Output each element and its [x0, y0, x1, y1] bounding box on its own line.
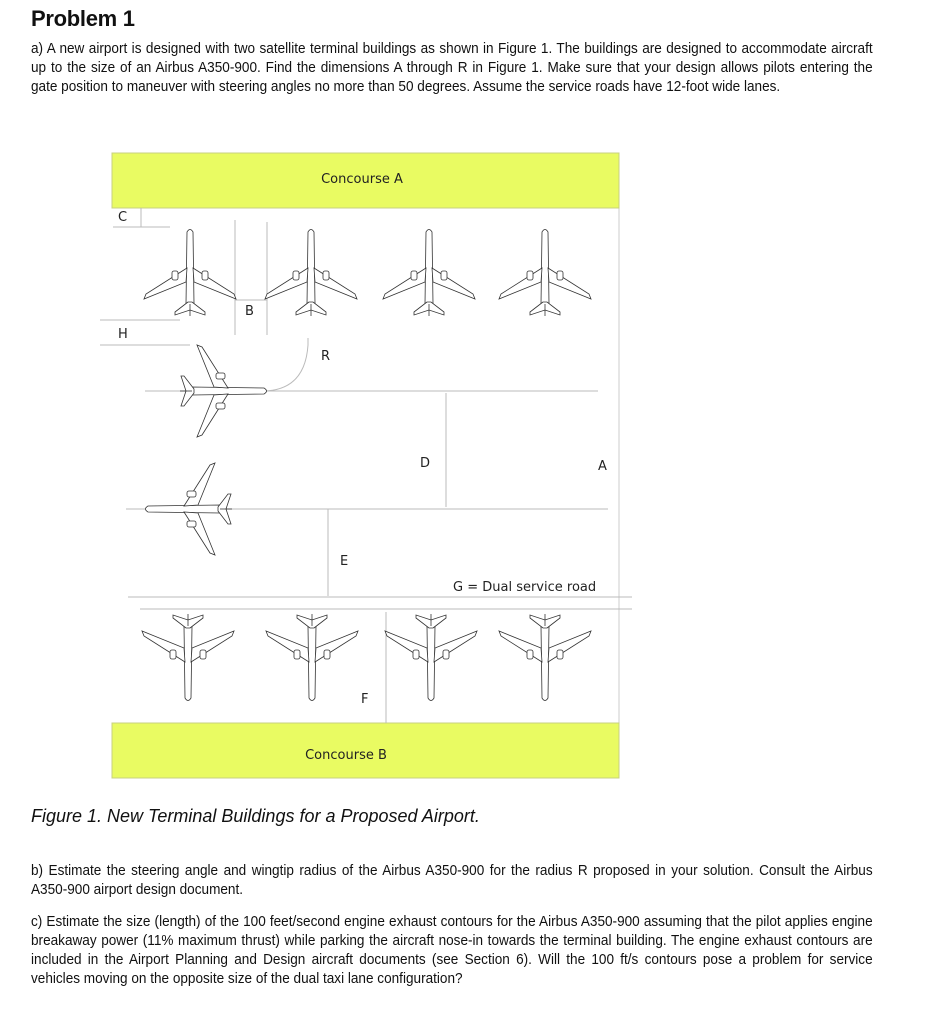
label-b: B — [245, 304, 254, 319]
label-f: F — [361, 692, 369, 707]
label-h: H — [118, 327, 128, 342]
part-a-text: a) A new airport is designed with two satellite terminal buildings as shown in Figure 1. The buildings are designed to accommodate aircraft up to the size of an Airbus A350-900. Find the dimensions A through R in Figure 1. Make sure that your design allows pilots entering the gate position to maneuver with steering angles no more than 50 degrees. Assume the service roads have 12-foot wide lanes. — [31, 41, 873, 95]
label-d: D — [420, 456, 431, 471]
part-b-text: b) Estimate the steering angle and wingtip radius of the Airbus A350-900 for the radius R proposed in your solution. Consult the Airbus A350-900 airport design document. — [31, 863, 873, 898]
label-r: R — [321, 349, 331, 364]
figure-caption: Figure 1. New Terminal Buildings for a Proposed Airport. — [31, 806, 480, 826]
label-c: C — [118, 210, 128, 225]
concourse-b-label: Concourse B — [305, 748, 387, 763]
label-a: A — [598, 459, 607, 474]
label-e: E — [340, 554, 349, 569]
part-c-text: c) Estimate the size (length) of the 100 feet/second engine exhaust contours for the Airbus A350-900 assuming that the pilot applies engine breakaway power (11% maximum thrust) while parking the aircraft nose-in towards the terminal building. The engine exhaust contours are included in the Airport Planning and Design aircraft documents (see Section 6). Will the 100 ft/s contours pose a problem for service vehicles moving on the opposite size of the dual taxi lane configuration? — [31, 914, 873, 987]
problem-title: Problem 1 — [31, 6, 135, 31]
concourse-a-label: Concourse A — [321, 172, 403, 187]
label-g-service-road: G = Dual service road — [453, 580, 597, 595]
